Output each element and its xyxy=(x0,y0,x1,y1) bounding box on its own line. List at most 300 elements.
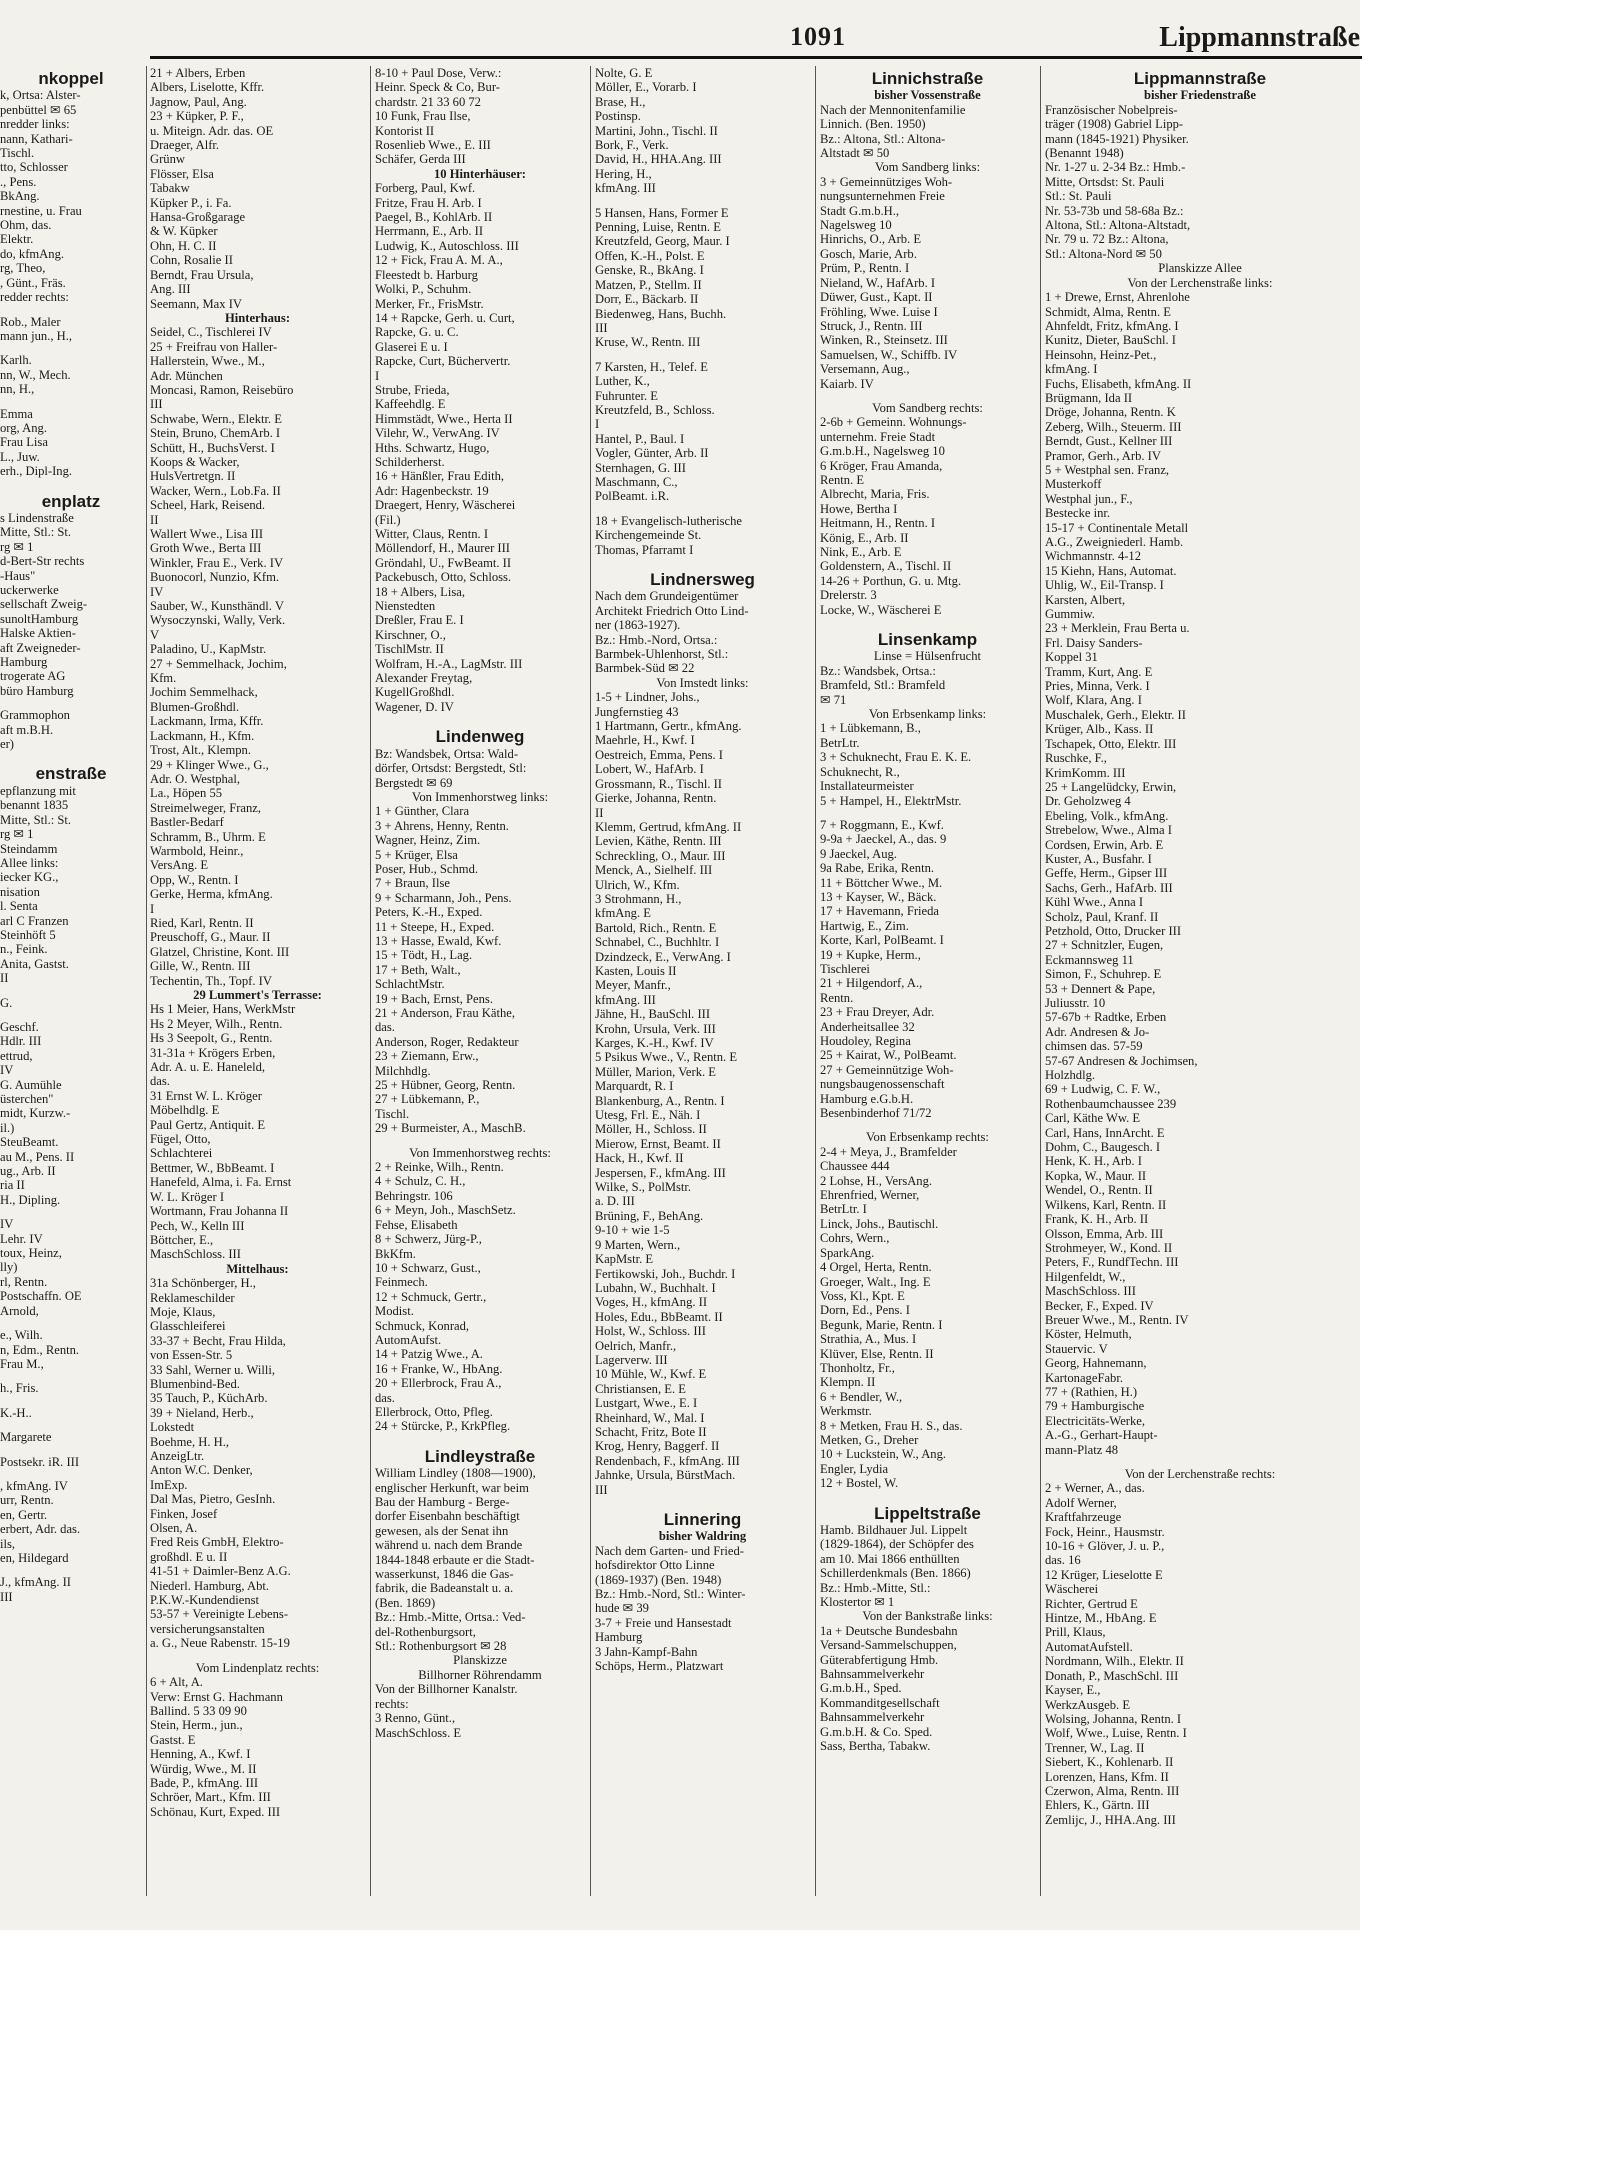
directory-entry: Westphal jun., F., xyxy=(1045,491,1133,506)
directory-entry: Ballind. 5 33 09 90 xyxy=(150,1703,247,1718)
directory-entry: 2 + Werner, A., das. xyxy=(1045,1481,1145,1496)
directory-entry: Kreutzfeld, B., Schloss. xyxy=(595,402,715,417)
directory-entry: 4 Orgel, Herta, Rentn. xyxy=(820,1260,932,1275)
directory-entry: Von der Billhorner Kanalstr. xyxy=(375,1682,518,1697)
directory-entry: Hinrichs, O., Arb. E xyxy=(820,232,922,247)
directory-entry: Stein, Herm., jun., xyxy=(150,1718,243,1733)
directory-entry: Peters, F., RundfTechn. III xyxy=(1045,1255,1179,1270)
section-note: Von der Lerchenstraße links: xyxy=(1127,275,1273,290)
directory-entry: 31-31a + Krögers Erben, xyxy=(150,1045,276,1060)
directory-entry: Margarete xyxy=(0,1430,52,1445)
directory-entry: Kunitz, Dieter, BauSchl. I xyxy=(1045,333,1176,348)
street-heading: nkoppel xyxy=(38,69,104,88)
spacer xyxy=(0,1469,142,1479)
directory-entry: MaschSchloss. III xyxy=(150,1247,241,1262)
directory-entry: Klempn. II xyxy=(820,1375,876,1390)
directory-entry: n, Edm., Rentn. xyxy=(0,1342,80,1357)
directory-entry: Fügel, Otto, xyxy=(150,1132,211,1147)
directory-entry: Koops & Wacker, xyxy=(150,454,240,469)
directory-entry: Adr. A. u. E. Haneleld, xyxy=(150,1060,266,1075)
directory-entry: Blumenbind-Bed. xyxy=(150,1376,240,1391)
directory-entry: 57-67 Andresen & Jochimsen, xyxy=(1045,1053,1198,1068)
directory-entry: h., Fris. xyxy=(0,1381,39,1396)
directory-entry: 53-57 + Vereinigte Lebens- xyxy=(150,1607,289,1622)
spacer xyxy=(0,305,142,315)
directory-entry: am 10. Mai 1866 enthüllten xyxy=(820,1551,960,1566)
directory-entry: Gierke, Johanna, Rentn. xyxy=(595,791,717,806)
directory-entry: Schütt, H., BuchsVerst. I xyxy=(150,440,275,455)
directory-entry: penbüttel ✉ 65 xyxy=(0,102,77,117)
spacer xyxy=(0,698,142,708)
directory-entry: 12 + Bostel, W. xyxy=(820,1476,899,1491)
directory-entry: Fuchs, Elisabeth, kfmAng. II xyxy=(1045,376,1192,391)
column-divider xyxy=(370,66,371,1896)
directory-entry: Muschalek, Gerh., Elektr. II xyxy=(1045,707,1186,722)
directory-entry: ettrud, xyxy=(0,1048,33,1063)
directory-entry: 1-5 + Lindner, Johs., xyxy=(595,690,700,705)
directory-entry: 8-10 + Paul Dose, Verw.: xyxy=(375,66,502,80)
directory-entry: das. xyxy=(150,1074,170,1089)
directory-entry: Lubahn, W., Buchhalt. I xyxy=(595,1280,716,1295)
directory-entry: -Haus" xyxy=(0,568,36,583)
directory-entry: Anderheitsallee 32 xyxy=(820,1019,915,1034)
directory-entry: Opp, W., Rentn. I xyxy=(150,872,239,887)
directory-entry: 77 + (Rathien, H.) xyxy=(1045,1384,1138,1399)
directory-entry: Paul Gertz, Antiquit. E xyxy=(150,1117,266,1132)
directory-entry: 14 + Rapcke, Gerh. u. Curt, xyxy=(375,310,515,325)
directory-entry: versicherungsanstalten xyxy=(150,1621,265,1636)
directory-entry: Brüning, F., BehAng. xyxy=(595,1208,704,1223)
directory-entry: Kaiarb. IV xyxy=(820,376,874,391)
directory-entry: 3 Strohmann, H., xyxy=(595,891,682,906)
directory-entry: kfmAng. III xyxy=(595,181,656,196)
directory-entry: 5 + Westphal sen. Franz, xyxy=(1045,462,1170,477)
directory-entry: Ludwig, K., Autoschloss. III xyxy=(375,238,519,253)
directory-entry: Brügmann, Ida II xyxy=(1045,390,1133,405)
directory-entry: trogerate AG xyxy=(0,669,66,684)
directory-entry: Bettmer, W., BbBeamt. I xyxy=(150,1160,275,1175)
directory-entry: Hintze, M., HbAng. E xyxy=(1045,1611,1157,1626)
directory-entry: Berndt, Gust., Kellner III xyxy=(1045,434,1173,449)
directory-entry: Dohm, C., Baugesch. I xyxy=(1045,1140,1161,1155)
directory-entry: Versemann, Aug., xyxy=(820,362,910,377)
directory-entry: Schmuck, Konrad, xyxy=(375,1318,470,1333)
directory-entry: Hths. Schwartz, Hugo, xyxy=(375,440,490,455)
directory-entry: Frl. Daisy Sanders- xyxy=(1045,635,1143,650)
directory-entry: J., kfmAng. II xyxy=(0,1575,72,1590)
directory-entry: Mitte, Ortsdst: St. Pauli xyxy=(1045,174,1165,189)
directory-entry: Paegel, B., KohlArb. II xyxy=(375,210,493,225)
directory-entry: 14 + Patzig Wwe., A. xyxy=(375,1347,483,1362)
directory-entry: 5 Hansen, Hans, Former E xyxy=(595,205,729,220)
directory-entry: Bau der Hamburg - Berge- xyxy=(375,1495,510,1509)
directory-entry: 15 + Tödt, H., Lag. xyxy=(375,948,473,963)
directory-entry: 9-9a + Jaeckel, A., das. 9 xyxy=(820,832,947,847)
directory-entry: Emma xyxy=(0,406,33,421)
directory-entry: 27 + Gemeinnützige Woh- xyxy=(820,1062,954,1077)
directory-entry: 9a Rabe, Erika, Rentn. xyxy=(820,861,935,876)
directory-entry: Klemm, Gertrud, kfmAng. II xyxy=(595,819,742,834)
directory-entry: Stadt G.m.b.H., xyxy=(820,203,900,218)
directory-entry: Lustgart, Wwe., E. I xyxy=(595,1396,698,1411)
directory-entry: Fritze, Frau H. Arb. I xyxy=(375,195,482,210)
spacer xyxy=(0,479,142,489)
directory-entry: Tschapek, Otto, Elektr. III xyxy=(1045,736,1177,751)
directory-entry: Nieland, W., HafArb. I xyxy=(820,275,936,290)
directory-entry: Moje, Klaus, xyxy=(150,1304,216,1319)
directory-entry: Böttcher, E., xyxy=(150,1232,214,1247)
directory-entry: PolBeamt. i.R. xyxy=(595,489,670,504)
directory-entry: Steinhöft 5 xyxy=(0,927,56,942)
directory-entry: fabrik, die Badeanstalt u. a. xyxy=(375,1581,514,1596)
directory-entry: Anita, Gastst. xyxy=(0,956,69,971)
directory-entry: Hack, H., Kwf. II xyxy=(595,1151,684,1166)
directory-entry: III xyxy=(150,397,163,412)
directory-entry: 33 Sahl, Werner u. Willi, xyxy=(150,1362,275,1377)
directory-entry: Donath, P., MaschSchl. III xyxy=(1045,1668,1179,1683)
directory-entry: Milchhdlg. xyxy=(375,1063,431,1078)
directory-entry: 5 Psikus Wwe., V., Rentn. E xyxy=(595,1050,738,1065)
directory-entry: 10-16 + Glöver, J. u. P., xyxy=(1045,1539,1165,1554)
spacer xyxy=(595,557,810,567)
page-number: 1091 xyxy=(790,22,846,51)
directory-entry: Christiansen, E. E xyxy=(595,1381,686,1396)
directory-entry: 7 Karsten, H., Telef. E xyxy=(595,359,708,374)
directory-entry: Streimelweger, Franz, xyxy=(150,800,262,815)
directory-entry: Berndt, Frau Ursula, xyxy=(150,267,254,282)
directory-entry: Pries, Minna, Verk. I xyxy=(1045,679,1150,694)
directory-entry: Wichmannstr. 4-12 xyxy=(1045,549,1142,564)
directory-entry: Jahnke, Ursula, BürstMach. xyxy=(595,1468,736,1483)
directory-entry: Zeberg, Wilh., Steuerm. III xyxy=(1045,419,1182,434)
spacer xyxy=(375,1136,585,1146)
directory-entry: Boehme, H. H., xyxy=(150,1434,230,1449)
directory-entry: AutomAufst. xyxy=(375,1332,442,1347)
directory-entry: Bastler-Bedarf xyxy=(150,815,224,830)
directory-entry: aft Zweigneder- xyxy=(0,640,81,655)
directory-entry: del-Rothenburgsort, xyxy=(375,1624,476,1639)
directory-entry: Jungfernstieg 43 xyxy=(595,704,679,719)
directory-entry: Verw: Ernst G. Hachmann xyxy=(150,1689,283,1704)
directory-entry: 16 + Franke, W., HbAng. xyxy=(375,1361,503,1376)
directory-entry: 33-37 + Becht, Frau Hilda, xyxy=(150,1333,286,1348)
directory-entry: KugellGroßhdl. xyxy=(375,685,455,700)
directory-entry: kfmAng. I xyxy=(1045,362,1098,377)
directory-entry: Ang. III xyxy=(150,282,191,297)
directory-entry: Marquardt, R. I xyxy=(595,1079,674,1094)
directory-entry: 25 + Kairat, W., PolBeamt. xyxy=(820,1048,957,1063)
spacer xyxy=(820,617,1035,627)
directory-entry: Cohn, Rosalie II xyxy=(150,253,233,268)
directory-entry: Nach dem Grundeigentümer xyxy=(595,589,739,604)
directory-entry: Ellerbrock, Otto, Pfleg. xyxy=(375,1404,493,1419)
directory-entry: 23 + Frau Dreyer, Adr. xyxy=(820,1005,935,1020)
directory-entry: Adr. Andresen & Jo- xyxy=(1045,1024,1150,1039)
directory-entry: Olsen, A. xyxy=(150,1521,198,1536)
directory-entry: Vilehr, W., VerwAng. IV xyxy=(375,426,500,441)
section-note: Billhorner Röhrendamm xyxy=(418,1667,542,1682)
directory-entry: nredder links: xyxy=(0,117,70,132)
directory-entry: Georg, Hahnemann, xyxy=(1045,1356,1147,1371)
directory-entry: redder rechts: xyxy=(0,290,69,305)
directory-entry: rg ✉ 1 xyxy=(0,827,34,842)
column-left-cut xyxy=(0,66,142,1896)
directory-entry: Wacker, Wern., Lob.Fa. II xyxy=(150,483,281,498)
directory-entry: großhdl. E u. II xyxy=(150,1549,228,1564)
directory-entry: 27 + Schnitzler, Eugen, xyxy=(1045,938,1164,953)
directory-entry: IV xyxy=(150,584,164,599)
header-rule xyxy=(150,56,1362,59)
directory-entry: Glaserei E u. I xyxy=(375,339,448,354)
directory-entry: en, Hildegard xyxy=(0,1550,69,1565)
directory-entry: u. Miteign. Adr. das. OE xyxy=(150,123,274,138)
directory-entry: Schreckling, O., Maur. III xyxy=(595,848,726,863)
directory-entry: Mitte, Stl.: St. xyxy=(0,525,72,540)
section-note: Planskizze Allee xyxy=(1158,261,1242,276)
directory-entry: Engler, Lydia xyxy=(820,1461,889,1476)
directory-entry: Biedenweg, Hans, Buchh. xyxy=(595,306,727,321)
directory-entry: 1844-1848 erbaute er die Stadt- xyxy=(375,1552,535,1567)
directory-entry: (1829-1864), der Schöpfer des xyxy=(820,1537,974,1552)
directory-entry: nungsunternehmen Freie xyxy=(820,189,945,204)
directory-entry: Gille, W., Rentn. III xyxy=(150,959,251,974)
directory-entry: Versand-Sammelschuppen, xyxy=(820,1638,957,1653)
directory-entry: Ehlers, K., Gärtn. III xyxy=(1045,1798,1150,1813)
directory-entry: aft m.B.H. xyxy=(0,722,54,737)
directory-entry: Eckmannsweg 11 xyxy=(1045,952,1134,967)
section-subheading: bisher Waldring xyxy=(658,1529,747,1544)
directory-entry: König, E., Arb. II xyxy=(820,530,909,545)
directory-entry: Kommanditgesellschaft xyxy=(820,1695,940,1710)
directory-entry: wasserkunst, 1846 die Gas- xyxy=(375,1567,514,1582)
directory-entry: rg ✉ 1 xyxy=(0,539,34,554)
directory-entry: Bade, P., kfmAng. III xyxy=(150,1775,259,1790)
directory-entry: Hallerstein, Wwe., M., xyxy=(150,354,265,369)
directory-entry: Schillerdenkmals (Ben. 1866) xyxy=(820,1566,971,1581)
section-note: Planskizze xyxy=(453,1653,507,1668)
directory-entry: Linnich. (Ben. 1950) xyxy=(820,117,926,132)
directory-entry: Köster, Helmuth, xyxy=(1045,1327,1132,1342)
column-divider xyxy=(590,66,591,1896)
directory-entry: Pech, W., Kelln III xyxy=(150,1218,245,1233)
directory-entry: 79 + Hamburgische xyxy=(1045,1399,1145,1414)
directory-entry: Fleestedt b. Harburg xyxy=(375,267,478,282)
directory-entry: Nr. 53-73b und 58-68a Bz.: xyxy=(1045,203,1184,218)
directory-entry: Architekt Friedrich Otto Lind- xyxy=(595,603,749,618)
directory-entry: Czerwon, Alma, Rentn. III xyxy=(1045,1783,1180,1798)
directory-entry: (Ben. 1869) xyxy=(375,1595,436,1610)
directory-entry: (1869-1937) (Ben. 1948) xyxy=(595,1572,722,1587)
street-heading: Linsenkamp xyxy=(877,630,978,650)
directory-entry: 9 Marten, Wern., xyxy=(595,1237,681,1252)
directory-entry: Müller, Marion, Verk. E xyxy=(595,1064,716,1079)
directory-entry: Strube, Frieda, xyxy=(375,382,450,397)
directory-entry: Behringstr. 106 xyxy=(375,1188,453,1203)
directory-entry: Locke, W., Wäscherei E xyxy=(820,602,942,617)
directory-entry: Begunk, Marie, Rentn. I xyxy=(820,1317,943,1332)
directory-entry: benannt 1835 xyxy=(0,798,69,813)
directory-entry: Electricitäts-Werke, xyxy=(1045,1413,1146,1428)
directory-entry: 9 + Scharmann, Joh., Pens. xyxy=(375,890,512,905)
street-heading: enstraße xyxy=(35,764,107,784)
directory-entry: urr, Rentn. xyxy=(0,1493,54,1508)
section-note: Von Erbsenkamp links: xyxy=(868,707,987,722)
spacer xyxy=(0,986,142,996)
directory-entry: Wolki, P., Schuhm. xyxy=(375,282,472,297)
running-title: Lippmannstraße xyxy=(1159,22,1360,53)
directory-entry: Trenner, W., Lag. II xyxy=(1045,1740,1145,1755)
directory-entry: nisation xyxy=(0,884,40,899)
spacer xyxy=(820,1491,1035,1501)
directory-entry: AnzeigLtr. xyxy=(150,1449,205,1463)
directory-entry: 13 + Hasse, Ewald, Kwf. xyxy=(375,933,502,948)
directory-entry: Dorr, E., Bäckarb. II xyxy=(595,292,699,307)
directory-entry: Düwer, Gust., Kapt. II xyxy=(820,290,933,305)
street-heading: Linnering xyxy=(663,1510,742,1529)
directory-entry: 6 + Bendler, W., xyxy=(820,1389,903,1404)
directory-entry: Genske, R., BkAng. I xyxy=(595,263,704,278)
directory-entry: II xyxy=(0,971,9,986)
section-note: Von Immenhorstweg rechts: xyxy=(409,1145,551,1160)
directory-entry: Hantel, P., Baul. I xyxy=(595,431,685,446)
directory-entry: BetrLtr. I xyxy=(820,1202,867,1217)
directory-entry: Maschmann, C., xyxy=(595,474,678,489)
directory-entry: Bz.: Hmb.-Nord, Ortsa.: xyxy=(595,632,718,647)
directory-entry: 6 + Alt, A. xyxy=(150,1675,203,1690)
directory-entry: 29 + Klinger Wwe., G., xyxy=(150,757,269,772)
directory-entry: 24 + Stürcke, P., KrkPfleg. xyxy=(375,1419,511,1434)
directory-entry: Hering, H., xyxy=(595,166,652,181)
directory-entry: Hamburg xyxy=(595,1630,643,1645)
directory-entry: Frank, K. H., Arb. II xyxy=(1045,1212,1149,1227)
directory-entry: Struck, J., Rentn. III xyxy=(820,318,923,333)
directory-entry: Jespersen, F., kfmAng. III xyxy=(595,1165,726,1180)
directory-entry: Voges, H., kfmAng. II xyxy=(595,1295,708,1310)
directory-entry: Halske Aktien- xyxy=(0,626,76,641)
section-subheading: 10 Hinterhäuser: xyxy=(434,166,526,181)
directory-entry: Himmstädt, Wwe., Herta II xyxy=(375,411,513,426)
directory-entry: Wortmann, Frau Johanna II xyxy=(150,1204,289,1219)
directory-entry: G. xyxy=(0,995,13,1010)
directory-entry: Ehrenfried, Werner, xyxy=(820,1188,920,1203)
directory-entry: Hanefeld, Alma, i. Fa. Ernst xyxy=(150,1175,292,1190)
directory-entry: lly) xyxy=(0,1260,18,1275)
directory-entry: Rapcke, Curt, Büchervertr. xyxy=(375,354,511,369)
directory-entry: Werkmstr. xyxy=(820,1404,872,1419)
directory-entry: 1 + Drewe, Ernst, Ahrenlohe xyxy=(1045,290,1190,305)
directory-entry: Maehrle, H., Kwf. I xyxy=(595,733,695,748)
directory-entry: 25 + Hübner, Georg, Rentn. xyxy=(375,1078,516,1093)
directory-entry: G.m.b.H., Nagelsweg 10 xyxy=(820,444,945,459)
directory-entry: 2-6b + Gemeinn. Wohnungs- xyxy=(820,415,967,430)
street-heading: Lippeltstraße xyxy=(874,1503,981,1523)
directory-entry: KartonageFabr. xyxy=(1045,1370,1123,1385)
directory-entry: Sachs, Gerh., HafArb. III xyxy=(1045,880,1173,895)
section-note: Von der Bankstraße links: xyxy=(862,1609,993,1624)
directory-entry: englischer Herkunft, war beim xyxy=(375,1480,529,1495)
street-heading: Linnichstraße xyxy=(871,69,984,88)
directory-entry: Seidel, C., Tischlerei IV xyxy=(150,325,272,340)
directory-entry: WerkzAusgeb. E xyxy=(1045,1697,1131,1712)
directory-entry: epflanzung mit xyxy=(0,783,76,798)
directory-entry: Ohn, H. C. II xyxy=(150,238,217,253)
section-note: Linse = Hülsenfrucht xyxy=(873,649,982,664)
directory-entry: Fehse, Elisabeth xyxy=(375,1217,458,1232)
directory-entry: Ebeling, Volk., kfmAng. xyxy=(1045,808,1169,823)
directory-entry: er) xyxy=(0,737,14,752)
directory-entry: Luther, K., xyxy=(595,374,650,389)
directory-entry: 4 + Schulz, C. H., xyxy=(375,1174,466,1189)
section-subheading: bisher Vossenstraße xyxy=(874,88,981,103)
directory-entry: sellschaft Zweig- xyxy=(0,597,88,612)
directory-entry: I xyxy=(375,368,380,383)
directory-entry: Anderson, Roger, Redakteur xyxy=(375,1034,519,1049)
directory-entry: träger (1908) Gabriel Lipp- xyxy=(1045,117,1184,132)
directory-entry: Wendel, O., Rentn. II xyxy=(1045,1183,1153,1198)
directory-entry: rl, Rentn. xyxy=(0,1274,48,1289)
directory-entry: en, Gertr. xyxy=(0,1507,48,1522)
directory-entry: Feinmech. xyxy=(375,1275,428,1290)
spacer xyxy=(0,1445,142,1455)
spacer xyxy=(375,714,585,724)
directory-entry: Frau M., xyxy=(0,1356,44,1371)
spacer xyxy=(150,1651,365,1661)
column-3 xyxy=(595,66,810,1896)
spacer xyxy=(820,391,1035,401)
directory-entry: Adolf Werner, xyxy=(1045,1495,1117,1510)
directory-entry: 19 + Kupke, Herm., xyxy=(820,947,921,962)
directory-entry: Koppel 31 xyxy=(1045,650,1098,665)
directory-entry: rnestine, u. Frau xyxy=(0,203,82,218)
directory-entry: 10 Mühle, W., Kwf. E xyxy=(595,1367,707,1382)
directory-entry: G.m.b.H., Sped. xyxy=(820,1681,902,1696)
directory-entry: Carl, Käthe Ww. E xyxy=(1045,1111,1141,1126)
directory-entry: VersAng. E xyxy=(150,858,209,873)
directory-entry: dorfer Eisenbahn beschäftigt xyxy=(375,1509,520,1524)
directory-entry: Matzen, P., Stellm. II xyxy=(595,277,702,292)
directory-entry: Wäscherei xyxy=(1045,1582,1099,1597)
directory-entry: Flösser, Elsa xyxy=(150,166,214,181)
directory-entry: il.) xyxy=(0,1120,15,1135)
directory-entry: Rosenlieb Wwe., E. III xyxy=(375,138,491,153)
directory-entry: KapMstr. E xyxy=(595,1252,654,1267)
directory-entry: Thomas, Pfarramt I xyxy=(595,542,694,557)
directory-entry: SchlachtMstr. xyxy=(375,977,445,992)
directory-entry: Fuhrunter. E xyxy=(595,388,658,403)
directory-entry: Ruschke, F., xyxy=(1045,751,1107,766)
directory-entry: Dal Mas, Pietro, GesInh. xyxy=(150,1492,276,1507)
directory-entry: 6 Kröger, Frau Amanda, xyxy=(820,458,943,473)
directory-entry: Bartold, Rich., Rentn. E xyxy=(595,920,717,935)
directory-entry: Hamburg e.G.b.H. xyxy=(820,1091,914,1106)
section-note: Vom Sandberg links: xyxy=(874,160,981,175)
directory-entry: Goldenstern, A., Tischl. II xyxy=(820,559,952,574)
directory-entry: 39 + Nieland, Herb., xyxy=(150,1405,254,1420)
directory-entry: ✉ 71 xyxy=(820,692,847,707)
directory-entry: Ahnfeldt, Fritz, kfmAng. I xyxy=(1045,318,1179,333)
directory-entry: 8 + Schwerz, Jürg-P., xyxy=(375,1232,482,1247)
column-5 xyxy=(1045,66,1355,1896)
street-heading: Lindleystraße xyxy=(424,1446,536,1466)
spacer xyxy=(820,808,1035,818)
directory-entry: Schilderherst. xyxy=(375,454,445,469)
directory-entry: 12 Krüger, Lieselotte E xyxy=(1045,1567,1163,1582)
directory-entry: 10 + Schwarz, Gust., xyxy=(375,1260,481,1275)
directory-entry: Witter, Claus, Rentn. I xyxy=(375,527,489,541)
directory-entry: 11 + Böttcher Wwe., M. xyxy=(820,875,943,890)
directory-entry: Utesg, Frl. E., Näh. I xyxy=(595,1108,701,1123)
directory-entry: 5 + Krüger, Elsa xyxy=(375,847,458,862)
